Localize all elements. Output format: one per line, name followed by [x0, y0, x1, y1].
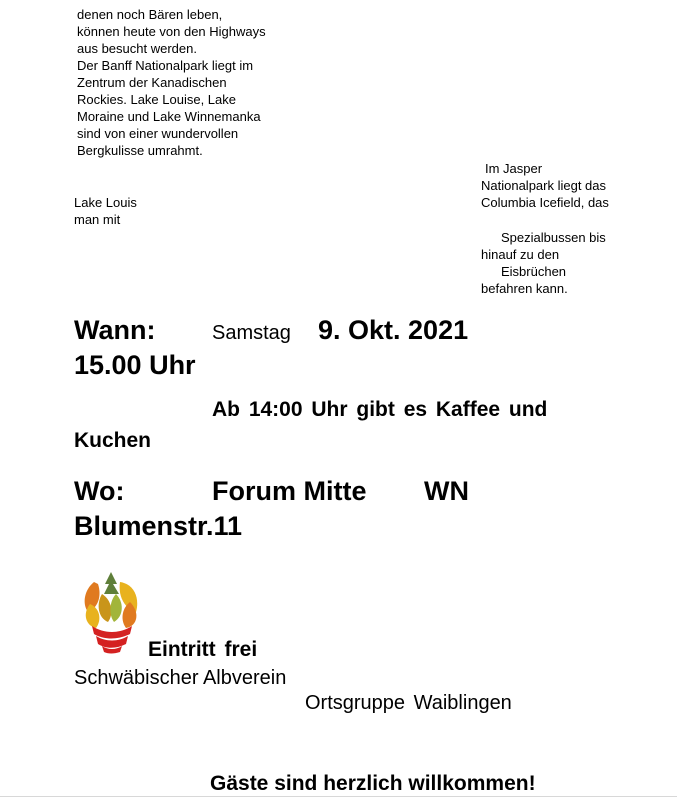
- intro-line: Bergkulisse umrahmt.: [77, 143, 203, 158]
- jasper-line: befahren kann.: [481, 281, 568, 296]
- albverein-logo: [80, 568, 142, 654]
- when-time: 15.00 Uhr: [74, 350, 196, 380]
- when-day: Samstag: [212, 322, 291, 344]
- when-date: 9. Okt. 2021: [318, 315, 469, 345]
- welcome-text: Gäste sind herzlich willkommen!: [210, 772, 536, 795]
- where-label: Wo:: [74, 476, 125, 506]
- jasper-line: hinauf zu den: [481, 247, 560, 262]
- intro-line: können heute von den Highways: [77, 24, 266, 39]
- intro-line: Moraine und Lake Winnemanka: [77, 109, 261, 124]
- intro-line: aus besucht werden.: [77, 41, 197, 56]
- intro-paragraph: [77, 6, 266, 159]
- intro-line: Rockies. Lake Louise, Lake: [77, 92, 236, 107]
- jasper-line: Im Jasper: [485, 161, 543, 176]
- intro-line: sind von einer wundervollen: [77, 126, 239, 141]
- when-label: Wann:: [74, 315, 156, 345]
- jasper-line: Columbia Icefield, das: [481, 195, 609, 210]
- intro-line: Zentrum der Kanadischen: [77, 75, 227, 90]
- coffee-text: Ab 14:00 Uhr gibt es Kaffee und: [212, 398, 548, 421]
- where-city: WN: [424, 476, 469, 506]
- organizer-name: Schwäbischer Albverein: [74, 667, 287, 689]
- where-street: Blumenstr.11: [74, 511, 243, 541]
- coffee-text: Kuchen: [74, 429, 152, 452]
- lake-caption-line2: man mit: [74, 212, 121, 227]
- group-name: Ortsgruppe Waiblingen: [305, 692, 512, 714]
- jasper-line: Nationalpark liegt das: [481, 178, 607, 193]
- lake-caption-line1: Lake Louis: [74, 195, 137, 210]
- jasper-line: Eisbrüchen: [501, 264, 567, 279]
- where-venue: Forum Mitte: [212, 476, 367, 506]
- jasper-line: Spezialbussen bis: [501, 230, 606, 245]
- entry-free: Eintritt frei: [148, 638, 258, 661]
- page-edge-divider: [0, 796, 677, 797]
- intro-line: Der Banff Nationalpark liegt im: [77, 58, 254, 73]
- intro-line: denen noch Bären leben,: [77, 7, 223, 22]
